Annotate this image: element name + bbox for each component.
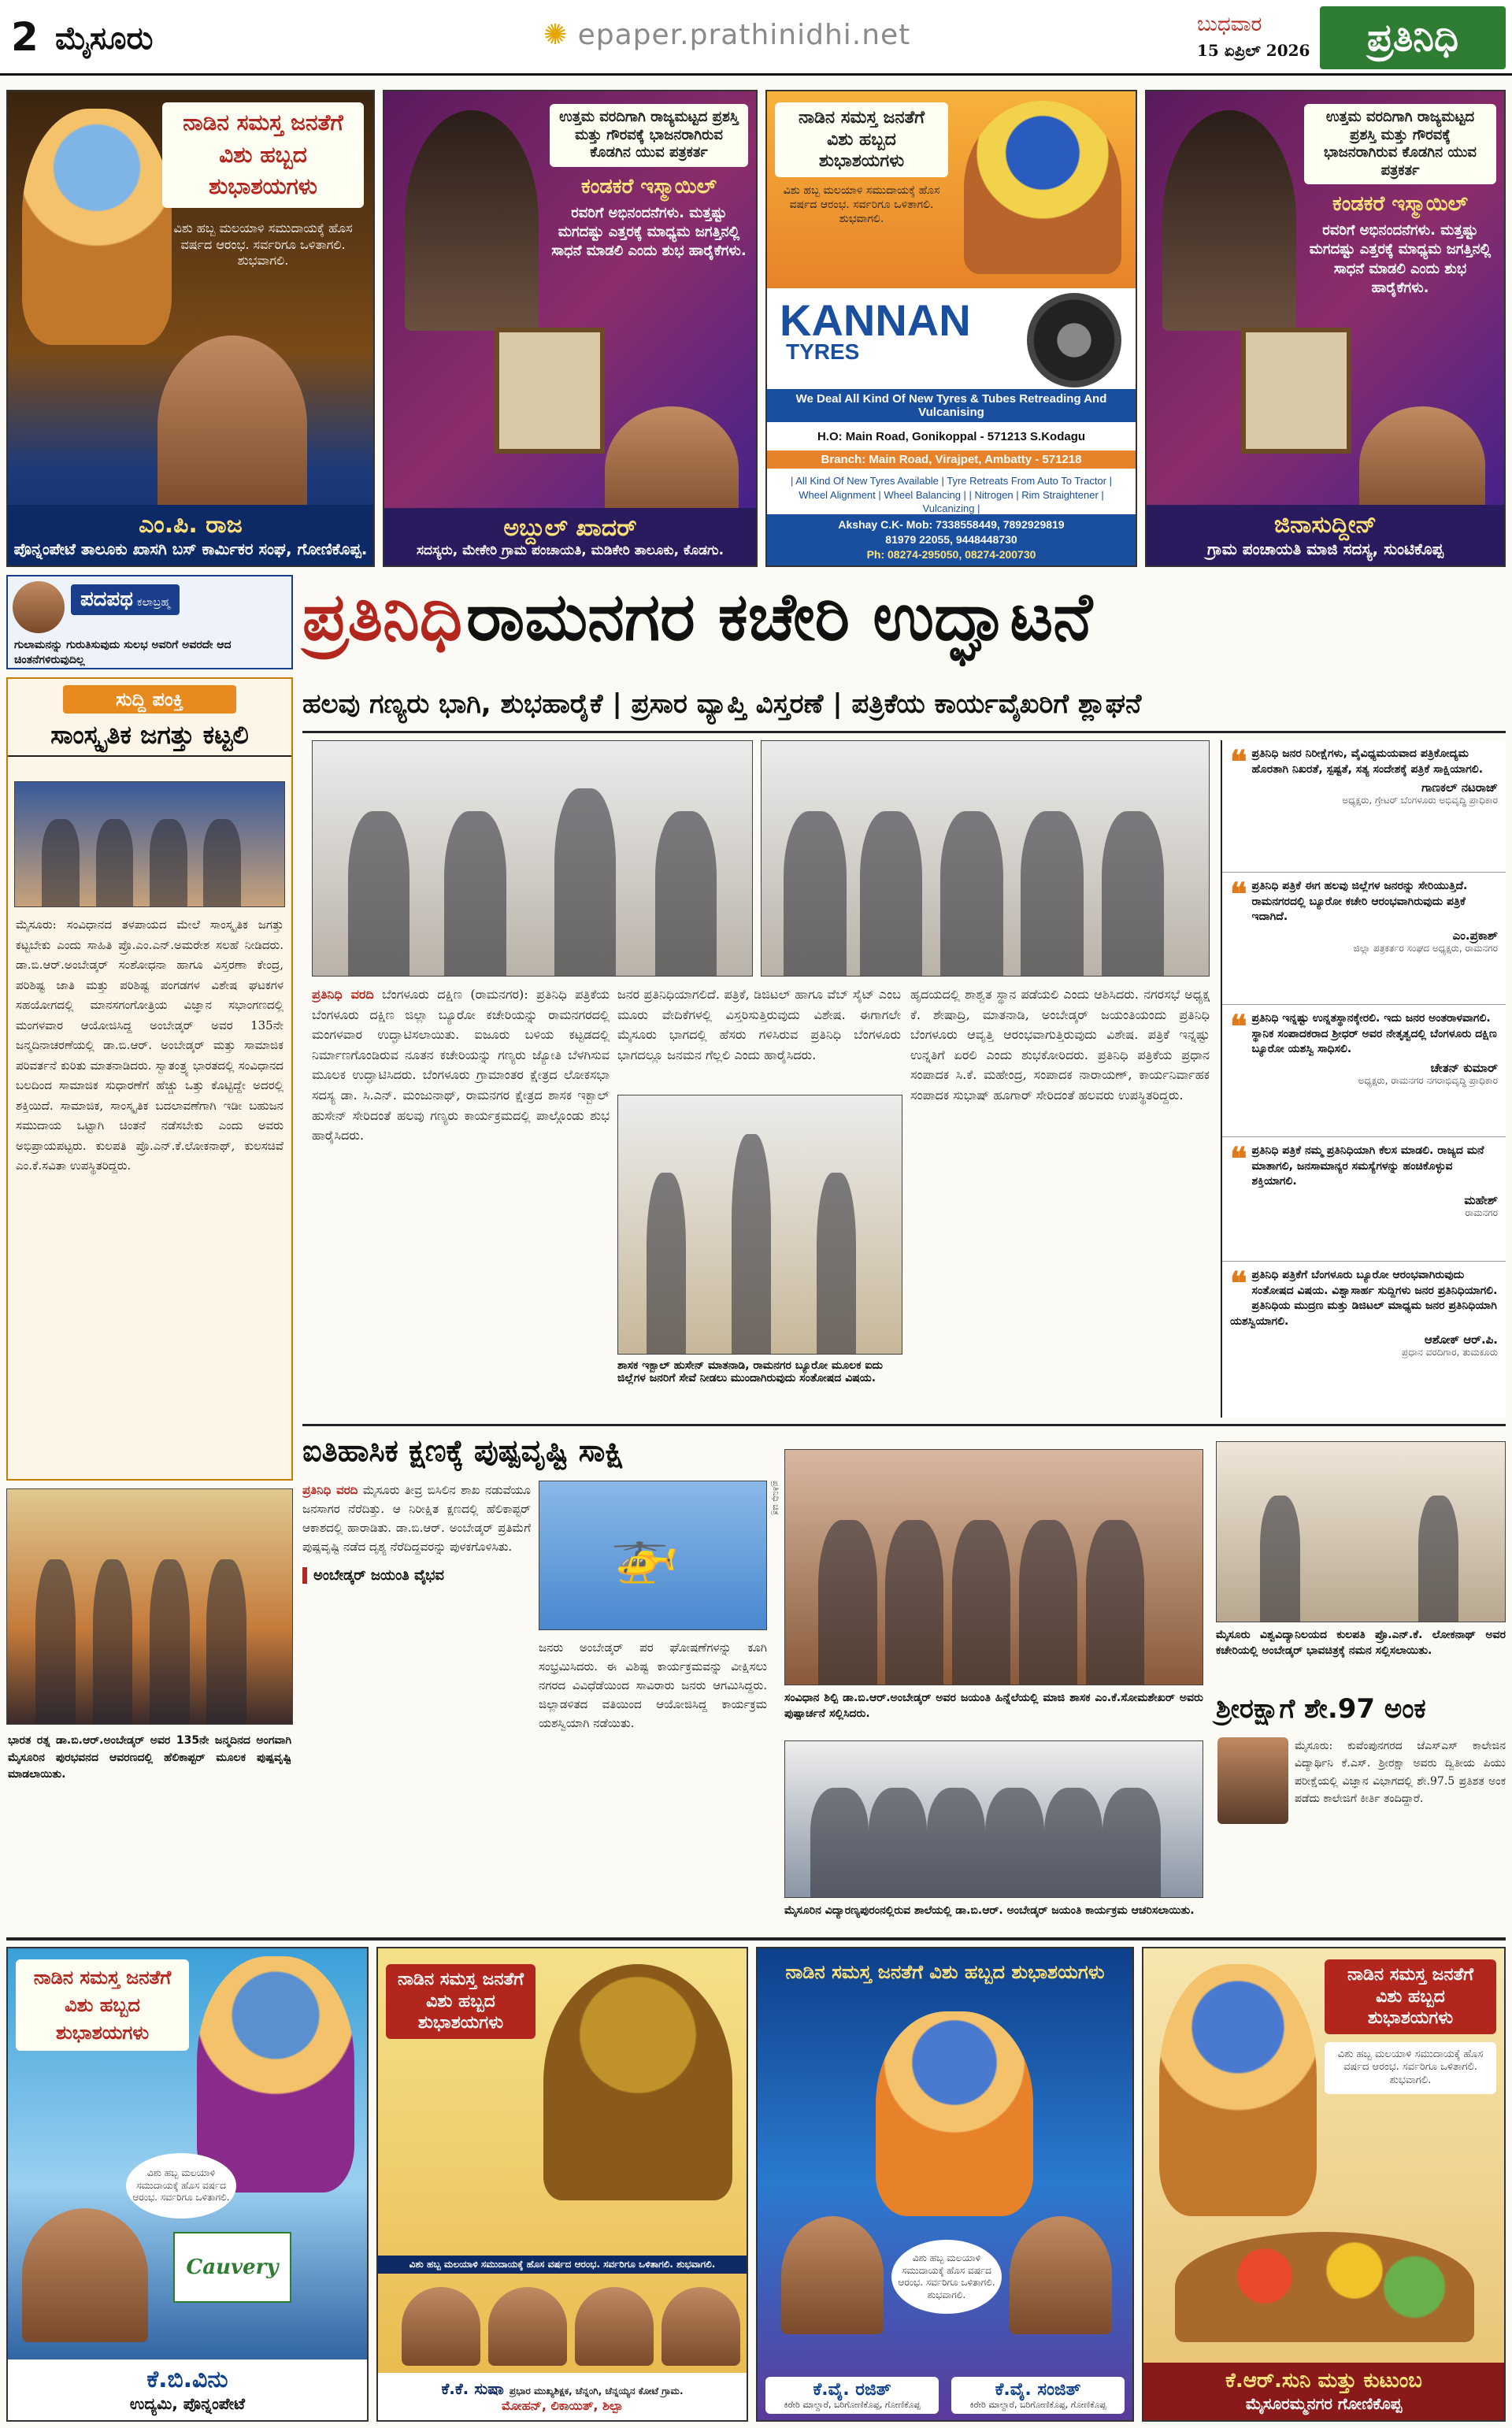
brand-sub: TYRES <box>786 339 860 364</box>
quote-mark-icon: ❝ <box>1230 1140 1247 1177</box>
ad-nameplate <box>1143 2363 1504 2420</box>
quote-text: ಪ್ರತಿನಿಧಿ ಪತ್ರಿಕೆ ಈಗ ಹಲವು ಜಿಲ್ಲೆಗಳ ಜನರನ್ನು ಸೇರಿಯುತ್ತಿದೆ. ರಾಮನಗರದಲ್ಲಿ ಬ್ಯೂರೋ ಕಚೇರಿ ಆರಂಭವಾಗಿರುವುದು ಪತ್ರಿಕೆ ಇದಾಗಿದೆ. <box>1251 880 1468 924</box>
second-col1-text: ಮೈಸೂರು ತೀವ್ರ ಬಿಸಿಲಿನ ಶಾಖ ನಡುವೆಯೂ ಜನಸಾಗರ ನೆರೆದಿತ್ತು. ಆ ನಿರೀಕ್ಷಿತ ಕ್ಷಣದಲ್ಲಿ ಹೆಲಿಕಾಪ್ಟರ್ ಆಕಾಶದಲ್ಲಿ ಹಾರಾಡಿತು. ಡಾ.ಬಿ.ಆರ್. ಅಂಬೇಡ್ಕರ್ ಪ್ರತಿಮೆಗೆ ಪುಷ್ಪವೃಷ್ಟಿ ನಡೆದ ದೃಶ್ಯ ನೆರೆದಿದ್ದವರನ್ನು ಪುಳಕಗೊಳಿಸಿತು. <box>302 1483 531 1554</box>
ad-nameplate <box>378 2373 747 2420</box>
person-photo <box>781 2216 884 2334</box>
award-certificate-icon <box>495 328 605 454</box>
quote-text: ಪ್ರತಿನಿಧಿ ಇನ್ನಷ್ಟು ಉನ್ನತಸ್ಥಾನಕ್ಕೇರಲಿ. ಇದು ಜನರ ಅಂತರಾಳವಾಗಲಿ. ಸ್ಥಾನಿಕ ಸಂಪಾದಕರಾದ ಶ್ರೀಧರ್ ಅವರ ನೇತೃತ್ವದಲ್ಲಿ ಬೆಂಗಳೂರು ದಕ್ಷಿಣ ಬ್ಯೂರೋ ಯಶಸ್ವಿ ಸಾಧಿಸಲಿ. <box>1251 1012 1497 1056</box>
top-ad-4 <box>1145 90 1506 567</box>
ad-name: ಕೆ.ವೈ. ರಜಿತ್ <box>813 2380 891 2400</box>
shop-logo: Cauvery <box>173 2232 291 2303</box>
ad-greeting: ನಾಡಿನ ಸಮಸ್ತ ಜನತೆಗೆ ವಿಶು ಹಬ್ಬದ ಶುಭಾಶಯಗಳು <box>16 1959 189 2051</box>
issue-day: ಬುಧವಾರ <box>1197 13 1262 36</box>
brand-text: KANNAN <box>780 295 971 345</box>
statue-photo <box>784 1449 1203 1685</box>
top-ad-3-kannan-tyres <box>765 90 1137 567</box>
quote-author: ಮಹೇಶ್ <box>1464 1192 1498 1207</box>
quote-role: ಅಧ್ಯಕ್ಷರು, ರಾಮನಗರ ನಗರಾಭಿವೃದ್ಧಿ ಪ್ರಾಧಿಕಾರ <box>1358 1074 1498 1086</box>
person-photo <box>402 2287 480 2366</box>
padapatha-sub: ಕಲಾಬ್ರಹ್ಮ <box>137 596 171 609</box>
ad-nameplate <box>8 2359 367 2420</box>
page-number: 2 <box>11 14 39 60</box>
quote-text: ಪ್ರತಿನಿಧಿ ಪತ್ರಿಕೆಗೆ ಬೆಂಗಳೂರು ಬ್ಯೂರೋ ಆರಂಭವಾಗಿರುವುದು ಸಂತೋಷದ ವಿಷಯ. ವಿಶ್ವಾಸಾರ್ಹ ಸುದ್ದಿಗಳು ಜನರ ಪ್ರತಿನಿಧಿಯಾಗಲಿ. ಪ್ರತಿನಿಧಿಯ ಮುದ್ರಣ ಮತ್ತು ಡಿಜಿಟಲ್ ಮಾಧ್ಯಮ ಜನರ ಪ್ರತಿನಿಧಿಯಾಗಿ ಯಶಸ್ವಿಯಾಗಲಿ. <box>1230 1269 1498 1328</box>
ad-name: ಕೆ.ವೈ. ಸಂಜಿತ್ <box>995 2380 1081 2400</box>
ad-tagline: We Deal All Kind Of New Tyres & Tubes Retreading And Vulcanising <box>767 389 1136 422</box>
ad-note: ವಿಶು ಹಬ್ಬ ಮಲಯಾಳಿ ಸಮುದಾಯಕ್ಕೆ ಹೊಸ ವರ್ಷದ ಆರಂಭ. ಸರ್ವರಿಗೂ ಒಳಿತಾಗಲಿ. ಶುಭವಾಗಲಿ. <box>891 2240 1002 2314</box>
bottom-ad-1 <box>6 1947 369 2422</box>
quote-mark-icon: ❝ <box>1230 743 1247 780</box>
temple-photo <box>6 1488 293 1725</box>
lead-byline: ಪ್ರತಿನಿಧಿ ವರದಿ <box>312 987 374 1002</box>
divider <box>6 1937 1506 1941</box>
quote-item-2 <box>1222 873 1506 1005</box>
ad-note: ವಿಶು ಹಬ್ಬ ಮಲಯಾಳಿ ಸಮುದಾಯಕ್ಕೆ ಹೊಸ ವರ್ಷದ ಆರಂಭ. ಸರ್ವರಿಗೂ ಒಳಿತಾಗಲಿ. ಶುಭವಾಗಲಿ. <box>378 2256 747 2274</box>
ad-greeting: ನಾಡಿನ ಸಮಸ್ತ ಜನತೆಗೆ ವಿಶು ಹಬ್ಬದ ಶುಭಾಶಯಗಳು <box>386 1964 536 2039</box>
newspaper-logo: ಪ್ರತಿನಿಧಿ <box>1320 6 1506 69</box>
quote-role: ಜಿಲ್ಲಾ ಪತ್ರಕರ್ತರ ಸಂಘದ ಅಧ್ಯಕ್ಷರು, ರಾಮನಗರ <box>1353 942 1498 954</box>
fruit-basket-icon <box>1175 2232 1474 2342</box>
second-col-1 <box>302 1481 531 1859</box>
ad-nameplate <box>8 505 373 565</box>
ad-name-line <box>383 2379 742 2398</box>
quote-text: ಪ್ರತಿನಿಧಿ ಪತ್ರಿಕೆ ನಮ್ಮ ಪ್ರತಿನಿಧಿಯಾಗಿ ಕೆಲಸ ಮಾಡಲಿ. ರಾಜ್ಯದ ಮನೆ ಮಾತಾಗಲಿ, ಜನಸಾಮಾನ್ಯರ ಸಮಸ್ಯೆಗಳನ್ನು ಹಂಚಿಕೊಳ್ಳುವ ಶಕ್ತಿಯಾಗಲಿ. <box>1251 1144 1484 1188</box>
person-photo <box>662 2287 740 2366</box>
top-ad-1 <box>6 90 375 567</box>
quote-text: ಪ್ರತಿನಿಧಿ ಜನರ ನಿರೀಕ್ಷೆಗಳು, ವೈವಿಧ್ಯಮಯವಾದ ಪತ್ರಿಕೋದ್ಯಮ ಹೊರತಾಗಿ ನಿಖರತೆ, ಸ್ಪಷ್ಟತೆ, ಸತ್ಯ ಸಂದೇಶಕ್ಕೆ ಪತ್ರಿಕೆ ಸಾಕ್ಷಿಯಾಗಲಿ. <box>1251 747 1484 776</box>
lead-photo-3 <box>617 1095 902 1355</box>
quote-author: ಎಂ.ಪ್ರಕಾಶ್ <box>1452 928 1498 943</box>
ad-contacts <box>767 514 1136 565</box>
ad-services: | All Kind Of New Tyres Available | Tyre Retreats From Auto To Tractor | Wheel Alignment | Wheel Balancing | | Nitrogen | Rim Straightener | Vulcanizing | <box>790 475 1112 515</box>
second-byline: ಪ್ರತಿನಿಧಿ ವರದಿ <box>302 1483 358 1497</box>
contact-line-1: Akshay C.K- Mob: 7338558449, 7892929819 <box>838 518 1065 532</box>
krishna-illustration-icon <box>197 1956 354 2193</box>
headline-brand: ಪ್ರತಿನಿಧಿ <box>302 578 463 655</box>
ad-intro: ಉತ್ತಮ ವರದಿಗಾಗಿ ರಾಜ್ಯಮಟ್ಟದ ಪ್ರಶಸ್ತಿ ಮತ್ತು ಗೌರವಕ್ಕೆ ಭಾಜನರಾಗಿರುವ ಕೊಡಗಿನ ಯುವ ಪತ್ರಕರ್ತ <box>550 104 748 167</box>
person-photo <box>158 335 307 517</box>
bottom-ad-3 <box>756 1947 1134 2422</box>
krishna-idol-icon <box>964 101 1121 274</box>
issue-date: 15 ಏಪ್ರಿಲ್ 2026 <box>1197 41 1310 60</box>
ad-name: ಅಬ್ದುಲ್ ಖಾದರ್ <box>503 513 637 542</box>
statue-photo-caption: ಸಂವಿಧಾನ ಶಿಲ್ಪಿ ಡಾ.ಬಿ.ಆರ್.ಅಂಬೇಡ್ಕರ್ ಅವರ ಜಯಂತಿ ಹಿನ್ನೆಲೆಯಲ್ಲಿ ಮಾಜಿ ಶಾಸಕ ಎಂ.ಕೆ.ಸೋಮಶೇಖರ್ ಅವರು ಪುಷ್ಪಾರ್ಚನೆ ಸಲ್ಲಿಸಿದರು. <box>784 1692 1203 1721</box>
quote-mark-icon: ❝ <box>1230 876 1247 913</box>
ad-intro: ಉತ್ತಮ ವರದಿಗಾಗಿ ರಾಜ್ಯಮಟ್ಟದ ಪ್ರಶಸ್ತಿ ಮತ್ತು ಗೌರವಕ್ಕೆ ಭಾಜನರಾಗಿರುವ ಕೊಡಗಿನ ಯುವ ಪತ್ರಕರ್ತ <box>1304 104 1496 184</box>
quote-role: ಪ್ರಧಾನ ವರದಿಗಾರ, ತುಮಕೂರು <box>1401 1347 1498 1359</box>
temple-photo-caption: ಭಾರತ ರತ್ನ ಡಾ.ಬಿ.ಆರ್.ಅಂಬೇಡ್ಕರ್ ಅವರ 135ನೇ ಜನ್ಮದಿನದ ಅಂಗವಾಗಿ ಮೈಸೂರಿನ ಪುರಭವನದ ಆವರಣದಲ್ಲಿ ಹೆಲಿಕಾಪ್ಟರ್ ಮೂಲಕ ಪುಷ್ಪವೃಷ್ಟಿ ಮಾಡಲಾಯಿತು. <box>8 1734 291 1781</box>
quote-mark-icon: ❝ <box>1230 1265 1247 1302</box>
person-photo <box>575 2287 654 2366</box>
brief-headline: ಶ್ರೀರಕ್ಷಾಗೆ ಶೇ.97 ಅಂಕ <box>1216 1693 1426 1725</box>
second-headline: ಐತಿಹಾಸಿಕ ಕ್ಷಣಕ್ಕೆ ಪುಷ್ಪವೃಷ್ಟಿ ಸಾಕ್ಷಿ <box>302 1433 624 1468</box>
helicopter-photo <box>539 1481 767 1630</box>
ad-note: ವಿಶು ಹಬ್ಬ ಮಲಯಾಳಿ ಸಮುದಾಯಕ್ಕೆ ಹೊಸ ವರ್ಷದ ಆರಂಭ. ಸರ್ವರಿಗೂ ಒಳಿತಾಗಲಿ. <box>126 2153 236 2219</box>
quote-item-1 <box>1222 740 1506 873</box>
divider <box>302 731 1506 733</box>
ad-name: ಎಂ.ಪಿ. ರಾಜ <box>139 511 243 539</box>
ad-greeting: ನಾಡಿನ ಸಮಸ್ತ ಜನತೆಗೆ ವಿಶು ಹಬ್ಬದ ಶುಭಾಶಯಗಳು <box>162 102 364 208</box>
brand-name <box>780 295 971 365</box>
lead-photo-caption: ಶಾಸಕ ಇಕ್ಬಾಲ್ ಹುಸೇನ್ ಮಾತನಾಡಿ, ರಾಮನಗರ ಬ್ಯೂರೋ ಮೂಲಕ ಐದು ಜಿಲ್ಲೆಗಳ ಜನರಿಗೆ ಸೇವೆ ನೀಡಲು ಮುಂದಾಗಿರುವುದು ಸಂತೋಷದ ವಿಷಯ. <box>617 1359 883 1385</box>
lead-column-3: ಹೃದಯದಲ್ಲಿ ಶಾಶ್ವತ ಸ್ಥಾನ ಪಡೆಯಲಿ ಎಂದು ಆಶಿಸಿದರು. ನಗರಸಭೆ ಅಧ್ಯಕ್ಷ ಕೆ. ಶೇಷಾದ್ರಿ, ಮಾತನಾಡಿ, ಅಂಬೇಡ್ಕರ್ ಜಯಂತಿಯಂದು ಪ್ರತಿನಿಧಿ ಬೆಂಗಳೂರು ಆವೃತ್ತಿ ಆರಂಭವಾಗುತ್ತಿರುವುದು ವಿಶೇಷ. ಪತ್ರಿಕೆ ಇನ್ನಷ್ಟು ಉನ್ನತಿಗೆ ಏರಲಿ ಎಂದು ಶುಭಕೋರಿದರು. ಪ್ರತಿನಿಧಿ ಪತ್ರಿಕೆಯ ಪ್ರಧಾನ ಸಂಪಾದಕ ಸಿ.ಕೆ. ಮಹೇಂದ್ರ, ಸಂಪಾದಕ ನಾರಾಯಣ್, ಕಾರ್ಯನಿರ್ವಾಹಕ ಸಂಪಾದಕ ಸುಭಾಷ್ ಹೂಗಾರ್ ಸೇರಿದಂತೆ ಹಲವರು ಉಪಸ್ಥಿತರಿದ್ದರು. <box>910 987 1210 1103</box>
ad-name: ಕೆ.ಕೆ. ಸುಷಾ <box>441 2379 504 2398</box>
ad-nameplate <box>1147 505 1504 565</box>
ad-wish: ರವರಿಗೆ ಅಭಿನಂದನೆಗಳು. ಮತ್ತಷ್ಟು ಮಗದಷ್ಟು ಎತ್ತರಕ್ಕೆ ಮಾಧ್ಯಮ ಜಗತ್ತಿನಲ್ಲಿ ಸಾಧನೆ ಮಾಡಲಿ ಎಂದು ಶುಭ ಹಾರೈಕೆಗಳು. <box>551 204 747 260</box>
edition-city: ಮೈಸೂರು <box>55 20 154 57</box>
brief-body: ಮೈಸೂರು: ಕುವೆಂಪುನಗರದ ಜೆಎಸ್ಎಸ್ ಕಾಲೇಜಿನ ವಿದ್ಯಾರ್ಥಿನಿ ಕೆ.ಎಸ್. ಶ್ರೀರಕ್ಷಾ ಅವರು ದ್ವಿತೀಯ ಪಿಯು ಪರೀಕ್ಷೆಯಲ್ಲಿ ವಿಜ್ಞಾನ ವಿಭಾಗದಲ್ಲಿ ಶೇ.97.5 ಪ್ರತಿಶತ ಅಂಕ ಪಡೆದು ಕಾಲೇಜಿಗೆ ಕೀರ್ತಿ ತಂದಿದ್ದಾರೆ. <box>1295 1740 1506 1806</box>
ad-name: ಕೆ.ಬಿ.ವಿನು <box>146 2366 228 2393</box>
person-photo <box>22 2208 148 2342</box>
ad-branch: Branch: Main Road, Virajpet, Ambatty - 571218 <box>767 450 1136 469</box>
ad-note: ವಿಶು ಹಬ್ಬ ಮಲಯಾಳಿ ಸಮುದಾಯಕ್ಕೆ ಹೊಸ ವರ್ಷದ ಆರಂಭ. ಸರ್ವರಿಗೂ ಒಳಿತಾಗಲಿ. ಶುಭವಾಗಲಿ. <box>1325 2042 1496 2095</box>
lead-column-1 <box>312 984 610 1402</box>
ad-desc: ಸದಸ್ಯರು, ಮೇಕೇರಿ ಗ್ರಾಮ ಪಂಚಾಯತಿ, ಮಡಿಕೇರಿ ತಾಲೂಕು, ಕೊಡಗು. <box>416 542 724 558</box>
lead-photo-2 <box>761 740 1210 977</box>
krishna-idol-icon <box>543 1964 732 2200</box>
top-ad-2 <box>383 90 758 567</box>
quote-author: ಆಶೋಕ್ ಆರ್.ಪಿ. <box>1424 1333 1498 1347</box>
lead-col1-text: ಬೆಂಗಳೂರು ದಕ್ಷಿಣ (ರಾಮನಗರ): ಪ್ರತಿನಿಧಿ ಪತ್ರಿಕೆಯ ಬೆಂಗಳೂರು ದಕ್ಷಿಣ ಜಿಲ್ಲಾ ಬ್ಯೂರೋ ಕಚೇರಿಯನ್ನು ರಾಮನಗರದಲ್ಲಿ ಮಂಗಳವಾರ ಉದ್ಘಾಟಿಸಲಾಯಿತು. ಐಜೂರು ಬಳಿಯ ಕಟ್ಟಡದಲ್ಲಿ ನಿರ್ಮಾಣಗೊಂಡಿರುವ ನೂತನ ಕಚೇರಿಯನ್ನು ಗಣ್ಯರು ಜ್ಯೋತಿ ಬೆಳಗಿಸುವ ಮೂಲಕ ಉದ್ಘಾಟಿಸಿದರು. ಬೆಂಗಳೂರು ಗ್ರಾಮಾಂತರ ಕ್ಷೇತ್ರದ ಲೋಕಸಭಾ ಸದಸ್ಯ ಡಾ. ಸಿ.ಎನ್. ಮಂಜುನಾಥ್, ರಾಮನಗರ ಕ್ಷೇತ್ರದ ಶಾಸಕ ಇಕ್ಬಾಲ್ ಹುಸೇನ್ ಸೇರಿದಂತೆ ಹಲವು ಗಣ್ಯರು ಕಾರ್ಯಕ್ರಮದಲ್ಲಿ ಪಾಲ್ಗೊಂಡು ಶುಭ ಹಾರೈಸಿದರು. <box>312 987 610 1144</box>
pull-quote: ಅಂಬೇಡ್ಕರ್ ಜಯಂತಿ ವೈಭವ <box>302 1567 531 1584</box>
lead-column-2: ಜನರ ಪ್ರತಿನಿಧಿಯಾಗಲಿದೆ. ಪತ್ರಿಕೆ, ಡಿಜಿಟಲ್ ಹಾಗೂ ವೆಬ್ ಸೈಟ್ ಎಂಬ ಮೂರು ವೇದಿಕೆಗಳಲ್ಲಿ ವಿಸ್ತರಿಸುತ್ತಿರುವುದು ವಿಶೇಷ. ಈಗಾಗಲೇ ಮೈಸೂರು ಭಾಗದಲ್ಲಿ ಹೆಸರು ಗಳಿಸಿರುವ ಪ್ರತಿನಿಧಿ ಬೆಂಗಳೂರು ಭಾಗದಲ್ಲೂ ಜನಮನ ಗೆಲ್ಲಲಿ ಎಂದು ಹಾರೈಸಿದರು. <box>617 987 901 1062</box>
column-headline: ಸಾಂಸ್ಕೃತಿಕ ಜಗತ್ತು ಕಟ್ಟಲಿ <box>8 720 291 757</box>
author-avatar <box>13 581 65 633</box>
honoree-name: ಕಂಡಕರೆ ಇಸ್ಮಾಯಿಲ್ <box>1332 192 1468 216</box>
masthead <box>0 0 1512 76</box>
site-url-text: epaper.prathinidhi.net <box>577 19 911 51</box>
quote-item-4 <box>1222 1137 1506 1262</box>
ad-name: ಜಿನಾಸುದ್ದೀನ್ <box>1273 511 1377 539</box>
section-label: ಸುದ್ದಿ ಪಂಕ್ತಿ <box>63 685 236 714</box>
quote-item-5 <box>1222 1262 1506 1411</box>
krishna-illustration-icon <box>22 109 172 345</box>
lead-subhead: ಹಲವು ಗಣ್ಯರು ಭಾಗಿ, ಶುಭಹಾರೈಕೆ | ಪ್ರಸಾರ ವ್ಯಾಪ್ತಿ ವಿಸ್ತರಣೆ | ಪತ್ರಿಕೆಯ ಕಾರ್ಯವೈಖರಿಗೆ ಶ್ಲಾಘನೆ <box>302 688 1142 720</box>
ad-greeting: ನಾಡಿನ ಸಮಸ್ತ ಜನತೆಗೆ ವಿಶು ಹಬ್ಬದ ಶುಭಾಶಯಗಳು <box>1325 1959 1496 2034</box>
portrait-photo <box>1216 1441 1506 1622</box>
ad-desc: ಉದ್ಯಮಿ, ಪೊನ್ನಂಪೇಟೆ <box>129 2394 246 2413</box>
quote-role: ರಾಮನಗರ <box>1465 1207 1498 1218</box>
quote-author: ಚೇತನ್ ಕುಮಾರ್ <box>1430 1060 1498 1075</box>
ad-desc: ಪೊನ್ನಂಪೇಟೆ ತಾಲೂಕು ಖಾಸಗಿ ಬಸ್ ಕಾರ್ಮಿಕರ ಸಂಘ, ಗೋಣಿಕೊಪ್ಪ. <box>13 539 368 558</box>
quote-item-3 <box>1222 1005 1506 1137</box>
ad-greeting: ನಾಡಿನ ಸಮಸ್ತ ಜನತೆಗೆ ವಿಶು ಹಬ್ಬದ ಶುಭಾಶಯಗಳು <box>775 102 948 177</box>
padapatha-title: ಪದಪಥ <box>80 588 133 611</box>
ad-nameplate <box>384 508 756 565</box>
ad-wish: ರವರಿಗೆ ಅಭಿನಂದನೆಗಳು. ಮತ್ತಷ್ಟು ಮಗದಷ್ಟು ಎತ್ತರಕ್ಕೆ ಮಾಧ್ಯಮ ಜಗತ್ತಿನಲ್ಲಿ ಸಾಧನೆ ಮಾಡಲಿ ಎಂದು ಶುಭ ಹಾರೈಕೆಗಳು. <box>1309 222 1492 296</box>
ad-greeting: ನಾಡಿನ ಸಮಸ್ತ ಜನತೆಗೆ ವಿಶು ಹಬ್ಬದ ಶುಭಾಶಯಗಳು <box>785 1961 1105 1983</box>
contact-line-2: 81979 22055, 9448448730 <box>885 533 1017 547</box>
student-photo <box>1217 1737 1288 1824</box>
krishna-flute-icon <box>876 2011 1033 2216</box>
column-body: ಮೈಸೂರು: ಸಂವಿಧಾನದ ತಳಪಾಯದ ಮೇಲೆ ಸಾಂಸ್ಕೃತಿಕ ಜಗತ್ತು ಕಟ್ಟಬೇಕು ಎಂದು ಸಾಹಿತಿ ಪ್ರೊ.ಎಂ.ಎನ್.ಅಮರೇಶ ಸಲಹೆ ನೀಡಿದರು. ಡಾ.ಬಿ.ಆರ್.ಅಂಬೇಡ್ಕರ್ ಸಂಶೋಧನಾ ಹಾಗೂ ವಿಸ್ತರಣಾ ಕೇಂದ್ರ, ಪರಿಶಿಷ್ಟ ಜಾತಿ ಮತ್ತು ಪರಿಶಿಷ್ಟ ಪಂಗಡಗಳ ವಿಶೇಷ ಘಟಕಗಳ ಸಹಯೋಗದಲ್ಲಿ ಮಾನಸಗಂಗೋತ್ರಿಯ ವಿಜ್ಞಾನ ಸಭಾಂಗಣದಲ್ಲಿ ಮಂಗಳವಾರ ಆಯೋಜಿಸಿದ್ದ ಅಂಬೇಡ್ಕರ್ ಅವರ 135ನೇ ಜನ್ಮದಿನಾಚರಣೆಯಲ್ಲಿ ಡಾ.ಬಿ.ಆರ್. ಅಂಬೇಡ್ಕರ್ ಮತ್ತು ಸಾಮಾಜಿಕ ಪರಿವರ್ತನೆ ಕುರಿತು ಮಾತನಾಡಿದರು. ಸ್ವಾತಂತ್ರ್ಯ ಭಾರತದಲ್ಲಿ ಸಂವಿಧಾನದ ಬಲದಿಂದ ಸಾಮಾಜಿಕ ಸುಧಾರಣೆಗೆ ಹೆಚ್ಚು ಒತ್ತು ಕೊಟ್ಟಿದ್ದೇ ಅದರಲ್ಲಿ ಶಕ್ತಿಯಿದೆ. ಸಾಮಾಜಿಕ, ಸಾಂಸ್ಕೃತಿಕ ಬದಲಾವಣೆಗಾಗಿ ಇಡೀ ಬಹುಜನ ಸಮುದಾಯ ಒಟ್ಟಾಗಿ ಚಿಂತನೆ ನಡೆಸಬೇಕು ಎಂದು ಅವರು ಅಭಿಪ್ರಾಯಪಟ್ಟರು. ಕುಲಪತಿ ಪ್ರೊ.ಎನ್.ಕೆ.ಲೋಕನಾಥ್, ಕುಲಸಚಿವೆ ಎಂ.ಕೆ.ಸವಿತಾ ಉಪಸ್ಥಿತರಿದ್ದರು. <box>16 917 284 1173</box>
site-url[interactable] <box>543 19 910 51</box>
photo-credit: ಪ್ರತಿನಿಧಿ ಚಿತ್ರ <box>771 1481 781 1515</box>
ad-person-b <box>951 2377 1125 2414</box>
portrait-photo-caption: ಮೈಸೂರು ವಿಶ್ವವಿದ್ಯಾನಿಲಯದ ಕುಲಪತಿ ಪ್ರೊ.ಎನ್.ಕೆ. ಲೋಕನಾಥ್ ಅವರ ಕಚೇರಿಯಲ್ಲಿ ಅಂಬೇಡ್ಕರ್ ಭಾವಚಿತ್ರಕ್ಕೆ ನಮನ ಸಲ್ಲಿಸಲಾಯಿತು. <box>1216 1629 1506 1658</box>
ad-person-a <box>765 2377 939 2414</box>
award-certificate-icon <box>1241 328 1351 454</box>
lead-photo-1 <box>312 740 753 977</box>
news-column-box <box>6 677 293 1481</box>
person-photo <box>488 2287 567 2366</box>
ad-head-office: H.O: Main Road, Gonikoppal - 571213 S.Kodagu <box>817 430 1086 443</box>
contact-phone: Ph: 08274-295050, 08274-200730 <box>866 548 1036 562</box>
divider <box>302 1424 1506 1426</box>
ad-note: ವಿಶು ಹಬ್ಬ ಮಲಯಾಳಿ ಸಮುದಾಯಕ್ಕೆ ಹೊಸ ವರ್ಷದ ಆರಂಭ. ಸರ್ವರಿಗೂ ಒಳಿತಾಗಲಿ. ಶುಭವಾಗಲಿ. <box>173 220 353 269</box>
padapatha-tag <box>71 584 180 615</box>
honoree-name: ಕಂಡಕರೆ ಇಸ್ಮಾಯಿಲ್ <box>581 174 717 198</box>
ad-name: ಕೆ.ಆರ್.ಸುನಿ ಮತ್ತು ಕುಟುಂಬ <box>1225 2369 1422 2393</box>
ad-note: ವಿಶು ಹಬ್ಬ ಮಲಯಾಳಿ ಸಮುದಾಯಕ್ಕೆ ಹೊಸ ವರ್ಷದ ಆರಂಭ. ಸರ್ವರಿಗೂ ಒಳಿತಾಗಲಿ. ಶುಭವಾಗಲಿ. <box>783 183 940 225</box>
honoree-photo <box>1162 110 1296 331</box>
helicopter-icon: 🚁 <box>610 1521 680 1585</box>
quotes-column <box>1221 740 1506 1418</box>
sun-icon: ✺ <box>543 19 569 51</box>
ad-desc: ಕಿರೇರಿ ಮಾಲ್ದಾರೆ, ಬರಿಗೋಣಿಕೊಪ್ಪ, ಗೋಣಿಕೊಪ್ಪ <box>784 2400 921 2410</box>
padapatha-quote: ಗುಲಾಮನನ್ನು ಗುರುತಿಸುವುದು ಸುಲಭ ಅವರಿಗೆ ಅವರದೇ ಆದ ಚಿಂತನೆಗಳಿರುವುದಿಲ್ಲ <box>14 639 232 666</box>
padapatha-box <box>6 575 293 669</box>
quote-role: ಅಧ್ಯಕ್ಷರು, ಗ್ರೇಟರ್ ಬೆಂಗಳೂರು ಅಭಿವೃದ್ಧಿ ಪ್ರಾಧಿಕಾರ <box>1342 795 1498 806</box>
ad-desc: ಮೈಸೂರಮ್ಮನಗರ ಗೋಣಿಕೊಪ್ಪ <box>1245 2394 1403 2413</box>
headline-text: ರಾಮನಗರ ಕಚೇರಿ ಉದ್ಘಾಟನೆ <box>466 578 1093 655</box>
quote-author: ಗಾಣಕಲ್ ನಟರಾಜ್ <box>1421 780 1498 795</box>
ad-desc: ಗ್ರಾಮ ಪಂಚಾಯತಿ ಮಾಜಿ ಸದಸ್ಯ, ಸುಂಟಿಕೊಪ್ಪ <box>1207 539 1443 558</box>
tyre-icon <box>1027 293 1121 387</box>
ad-desc: ಪ್ರಭಾರ ಮುಖ್ಯಶಿಕ್ಷಕ, ಚೆನ್ನಂಗಿ, ಚೆನ್ನಯ್ಯನ ಕೋಟೆ ಗ್ರಾಮ. <box>509 2385 684 2396</box>
person-photo <box>1010 2216 1112 2334</box>
ad-desc-2: ಮೋಹನ್, ಲಿಕಾಯಿತ್, ಶಿಲ್ಪಾ <box>501 2398 624 2413</box>
event-photo <box>14 781 285 907</box>
lead-headline <box>302 578 1506 680</box>
students-photo <box>784 1740 1203 1898</box>
second-col-2: ಜನರು ಅಂಬೇಡ್ಕರ್ ಪರ ಘೋಷಣೆಗಳನ್ನು ಕೂಗಿ ಸಂಭ್ರಮಿಸಿದರು. ಈ ವಿಶಿಷ್ಟ ಕಾರ್ಯಕ್ರಮವನ್ನು ವೀಕ್ಷಿಸಲು ನಗರದ ವಿವಿಧೆಡೆಯಿಂದ ಸಾವಿರಾರು ಜನರು ಆಗಮಿಸಿದ್ದರು. ಜಿಲ್ಲಾಡಳಿತದ ವತಿಯಿಂದ ಆಯೋಜಿಸಿದ್ದ ಕಾರ್ಯಕ್ರಮ ಯಶಸ್ವಿಯಾಗಿ ನಡೆಯಿತು. <box>539 1640 767 1730</box>
bottom-ad-2 <box>376 1947 748 2422</box>
students-photo-caption: ಮೈಸೂರಿನ ವಿದ್ಯಾರಣ್ಯಪುರಂನಲ್ಲಿರುವ ಶಾಲೆಯಲ್ಲಿ ಡಾ.ಬಿ.ಆರ್. ಅಂಬೇಡ್ಕರ್ ಜಯಂತಿ ಕಾರ್ಯಕ್ರಮ ಆಚರಿಸಲಾಯಿತು. <box>784 1904 1195 1917</box>
quote-mark-icon: ❝ <box>1230 1008 1247 1045</box>
ad-desc: ಕಿರೇರಿ ಮಾಲ್ದಾರೆ, ಬರಿಗೋಣಿಕೊಪ್ಪ, ಗೋಣಿಕೊಪ್ಪ <box>969 2400 1106 2410</box>
honoree-photo <box>405 110 539 331</box>
krishna-illustration-icon <box>1159 1964 1317 2216</box>
bottom-ad-4 <box>1142 1947 1506 2422</box>
